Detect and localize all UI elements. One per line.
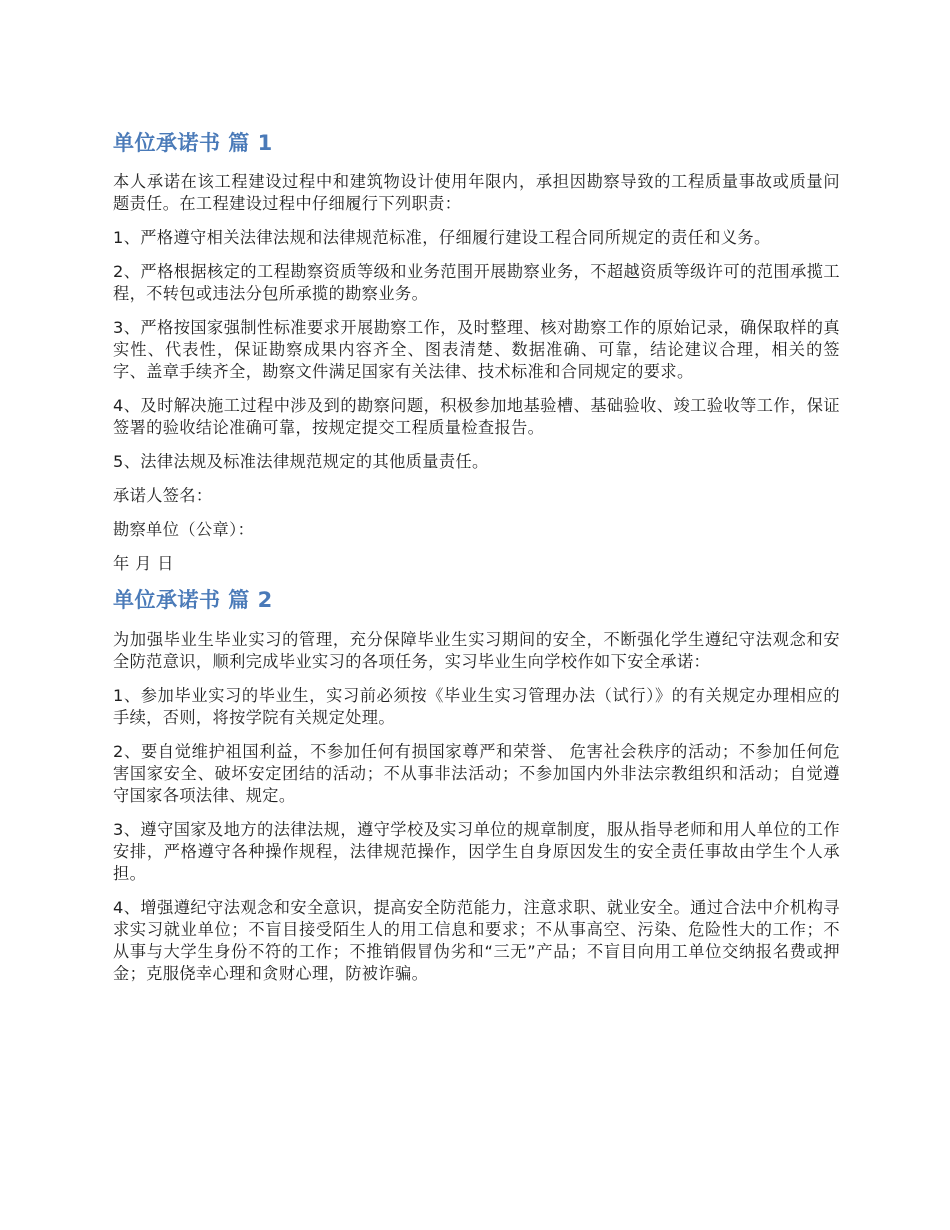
paragraph: 为加强毕业生毕业实习的管理，充分保障毕业生实习期间的安全，不断强化学生遵纪守法观念和安全防范意识，顺利完成毕业实习的各项任务，实习毕业生向学校作如下安全承诺： [113,629,840,671]
paragraph: 2、要自觉维护祖国利益，不参加任何有损国家尊严和荣誉、 危害社会秩序的活动；不参加任何危害国家安全、破坏安定团结的活动；不从事非法活动；不参加国内外非法宗教组织和活动；自觉遵守国家各项法律、规定。 [113,741,840,805]
section-title: 单位承诺书 篇 2 [113,588,273,613]
signature-line: 承诺人签名： [113,486,213,506]
paragraph: 本人承诺在该工程建设过程中和建筑物设计使用年限内，承担因勘察导致的工程质量事故或质量问题责任。在工程建设过程中仔细履行下列职责： [113,172,840,214]
section-2 [113,587,840,984]
date-line: 年 月 日 [113,554,174,574]
paragraph: 1、参加毕业实习的毕业生，实习前必须按《毕业生实习管理办法（试行）》的有关规定办理相应的手续，否则，将按学院有关规定处理。 [113,685,840,727]
paragraph: 5、法律法规及标准法律规范规定的其他质量责任。 [113,452,489,472]
document-page [113,118,840,997]
paragraph: 4、及时解决施工过程中涉及到的勘察问题，积极参加地基验槽、基础验收、竣工验收等工作，保证签署的验收结论准确可靠，按规定提交工程质量检查报告。 [113,396,840,438]
paragraph: 3、遵守国家及地方的法律法规，遵守学校及实习单位的规章制度，服从指导老师和用人单位的工作安排，严格遵守各种操作规程，法律规范操作，因学生自身原因发生的安全责任事故由学生个人承担。 [113,819,840,883]
paragraph: 4、增强遵纪守法观念和安全意识，提高安全防范能力，注意求职、就业安全。通过合法中介机构寻求实习就业单位；不盲目接受陌生人的用工信息和要求；不从事高空、污染、危险性大的工作；不从事与大学生身份不符的工作；不推销假冒伪劣和“三无”产品；不盲目向用工单位交纳报名费或押金；克服侥幸心理和贪财心理，防被诈骗。 [113,897,840,983]
paragraph: 3、严格按国家强制性标准要求开展勘察工作，及时整理、核对勘察工作的原始记录，确保取样的真实性、代表性，保证勘察成果内容齐全、图表清楚、数据准确、可靠，结论建议合理，相关的签字、盖章手续齐全，勘察文件满足国家有关法律、技术标准和合同规定的要求。 [113,318,840,382]
section-title: 单位承诺书 篇 1 [113,131,273,155]
section-1 [113,130,840,575]
paragraph: 2、严格根据核定的工程勘察资质等级和业务范围开展勘察业务，不超越资质等级许可的范围承揽工程，不转包或违法分包所承揽的勘察业务。 [113,262,840,304]
seal-line: 勘察单位（公章）： [113,520,255,540]
paragraph: 1、严格遵守相关法律法规和法律规范标准，仔细履行建设工程合同所规定的责任和义务。 [113,228,771,248]
